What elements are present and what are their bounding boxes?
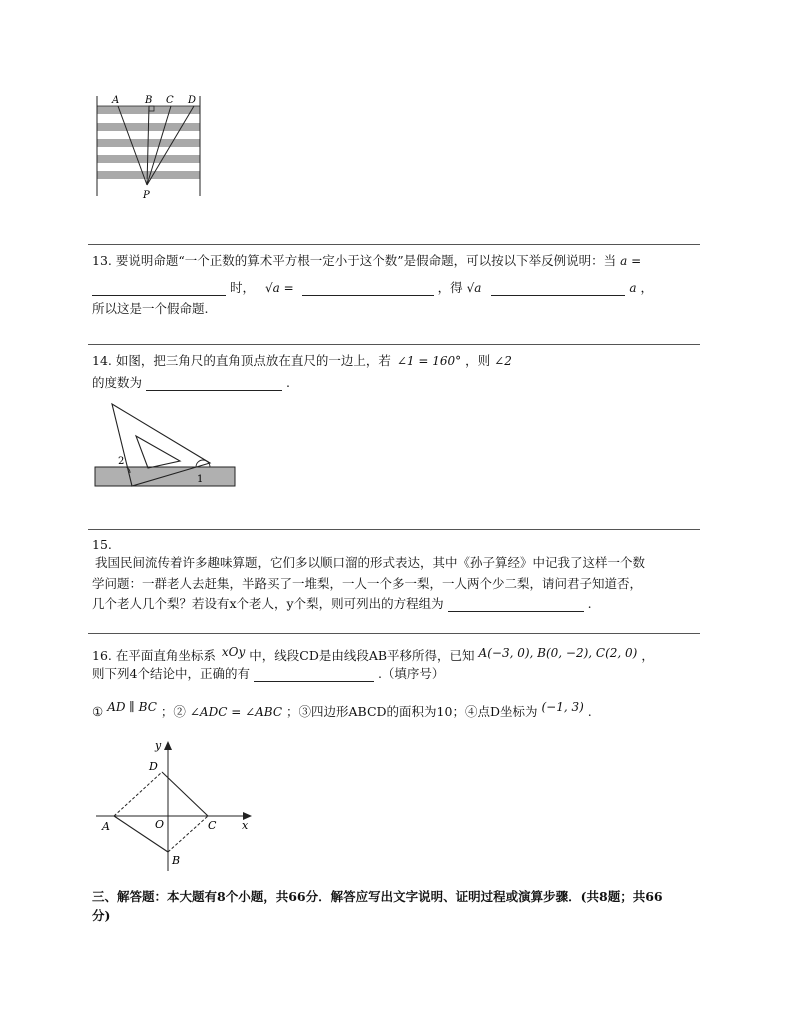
q13-text-shi: 时， — [229, 280, 255, 295]
label-O: O — [155, 818, 165, 831]
q13-math-sqrt: √a — [466, 281, 482, 295]
q13-number: 13. — [92, 253, 112, 268]
q16-conclusions — [92, 700, 592, 720]
q14-end: . — [285, 375, 290, 390]
q14-text1: 如图，把三角尺的直角顶点放在直尺的一边上，若 — [115, 353, 391, 368]
q16-line2b: .（填序号） — [377, 666, 445, 681]
q14-math-angle1: ∠1 = 160° — [396, 354, 462, 368]
q15-line2: 学问题：一群老人去赶集，半路买了一堆梨，一人一个多一梨，一人两个少二梨，请问君子知道否， — [92, 576, 643, 591]
q16-line2 — [92, 666, 444, 682]
q13-blank3[interactable] — [491, 282, 625, 296]
q15-number: 15. — [92, 537, 112, 552]
q16-number: 16. — [92, 648, 112, 663]
q16-c4-math: (−1, 3) — [541, 700, 584, 714]
q16-math-xoy: xOy — [221, 645, 246, 659]
q15-blank[interactable] — [448, 598, 584, 612]
divider-q14 — [88, 344, 700, 345]
label-A: A — [102, 820, 110, 833]
q13-math-a-eq: a = — [620, 254, 642, 268]
q13-text-comma: ， — [640, 280, 654, 295]
triangle-ruler-figure — [92, 400, 240, 492]
q14-blank[interactable] — [146, 377, 282, 391]
label-x: x — [242, 819, 249, 832]
q16-text2: 中，线段CD是由线段AB平移所得，已知 — [249, 648, 475, 663]
q13-math-sqrt-eq: √a = — [264, 281, 294, 295]
label-A: A — [112, 95, 120, 106]
q16-c1-math: AD ∥ BC — [107, 700, 157, 714]
q16-blank[interactable] — [254, 668, 374, 682]
segment-BC — [168, 816, 208, 852]
q14-number: 14. — [92, 353, 112, 368]
coordinate-figure — [92, 736, 260, 876]
q14-line1 — [92, 353, 512, 369]
q16-end: . — [587, 704, 592, 719]
label-C: C — [208, 819, 217, 832]
label-D: D — [149, 760, 158, 773]
q16-text3: ， — [641, 648, 654, 663]
q14-text-mid: ，则 — [465, 353, 491, 368]
y-axis-arrow — [164, 741, 172, 750]
q15-line1: 我国民间流传着许多趣味算题，它们多以顺口溜的形式表达，其中《孙子算经》中记我了这样一个数 — [95, 555, 646, 570]
q16-sep2: ；③四边形ABCD的面积为10；④点D坐标为 — [286, 704, 538, 719]
ladder-figure — [90, 92, 210, 204]
label-C: C — [166, 95, 174, 106]
q15-line3 — [92, 596, 592, 612]
label-y: y — [155, 739, 162, 752]
q14-text2: 的度数为 — [92, 375, 143, 390]
q15-end: . — [587, 596, 592, 611]
q16-text1: 在平面直角坐标系 — [115, 648, 216, 663]
q14-math-angle2: ∠2 — [494, 354, 512, 368]
label-angle2: 2 — [118, 456, 125, 467]
q16-line2a: 则下列4个结论中，正确的有 — [92, 666, 250, 681]
q16-c1-mark: ① — [92, 704, 104, 719]
label-P: P — [143, 190, 150, 201]
label-B: B — [145, 95, 153, 106]
divider-q15 — [88, 529, 700, 530]
q16-math-points: A(−3, 0), B(0, −2), C(2, 0) — [478, 646, 638, 660]
segment-AD — [114, 772, 162, 816]
q13-blank1[interactable] — [92, 282, 226, 296]
q13-blank2[interactable] — [302, 282, 434, 296]
section3-heading-line2: 分) — [92, 908, 111, 923]
q15-line3-text: 几个老人几个梨？若设有x个老人，y个梨，则可列出的方程组为 — [92, 596, 444, 611]
q13-line3: 所以这是一个假命题. — [92, 301, 209, 316]
section3-heading-line1: 三、解答题：本大题有8个小题，共66分．解答应写出文字说明、证明过程或演算步骤．(共8题；共66 — [92, 889, 663, 904]
q13-line2 — [92, 280, 653, 296]
q13-text-de: ，得 — [437, 280, 463, 295]
q14-line2 — [92, 375, 290, 391]
q16-line1 — [92, 645, 654, 664]
q13-text1: 要说明命题“一个正数的算术平方根一定小于这个数”是假命题，可以按以下举反例说明：当 — [115, 253, 617, 268]
divider-q16 — [88, 633, 700, 634]
label-angle1: 1 — [197, 474, 204, 485]
q16-sep1: ；② — [160, 704, 186, 719]
divider-q13 — [88, 244, 700, 245]
q16-c2-math: ∠ADC = ∠ABC — [189, 705, 283, 719]
label-B: B — [172, 854, 181, 867]
segment-CD — [162, 772, 208, 816]
q13-line1 — [92, 253, 641, 269]
q13-math-a-end: a — [629, 281, 637, 295]
label-D: D — [188, 95, 197, 106]
